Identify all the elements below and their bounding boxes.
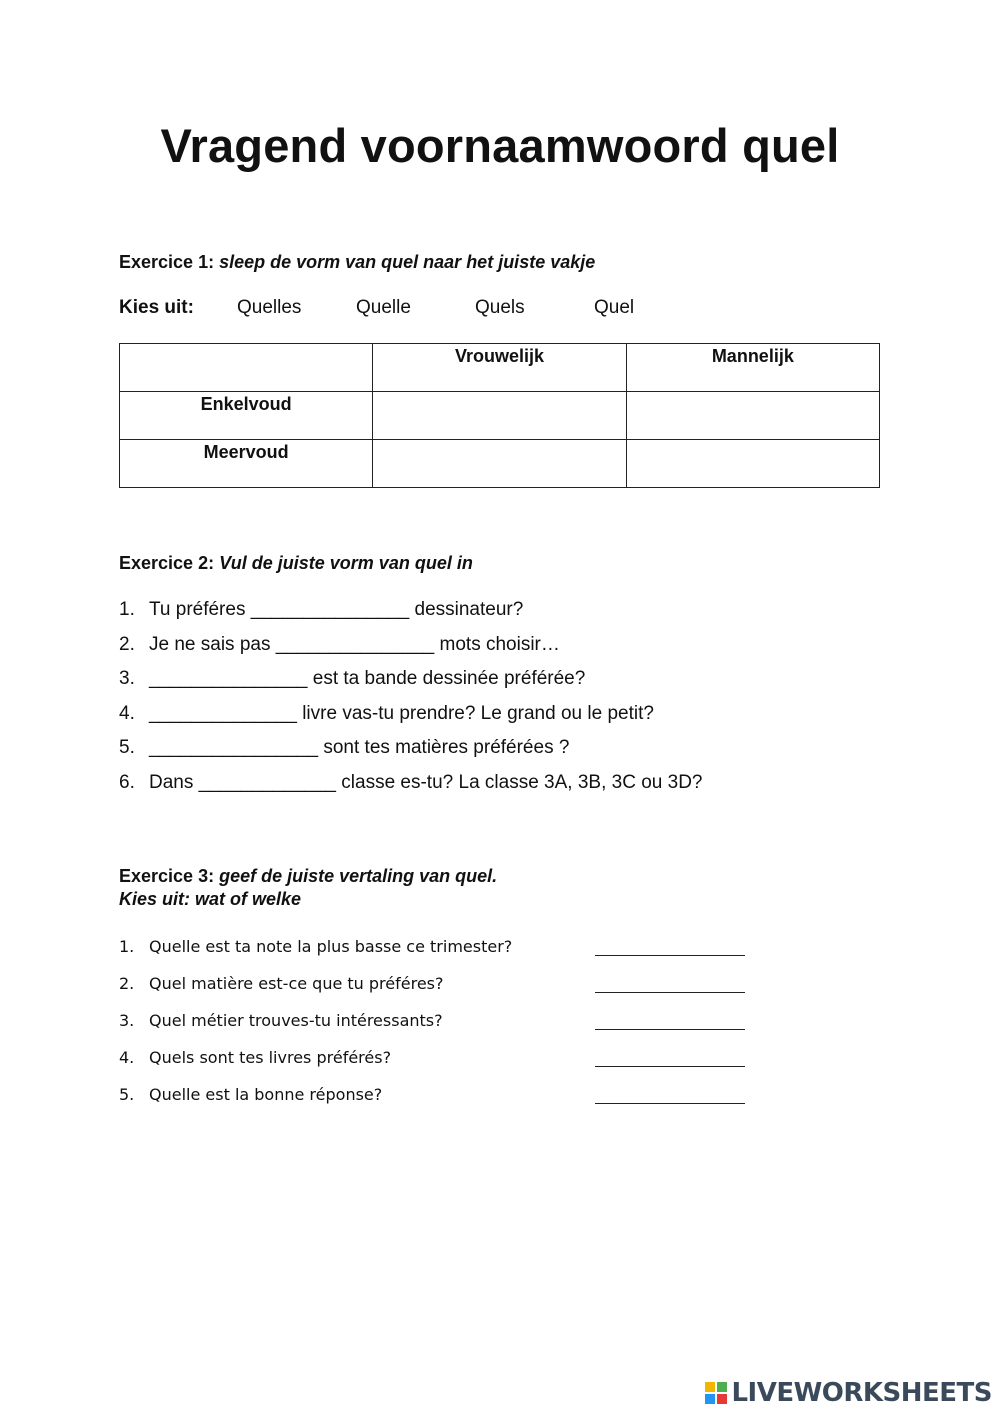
item-text[interactable]: Tu préféres _______________ dessinateur? <box>149 599 524 620</box>
table-row <box>120 440 880 488</box>
logo-square-icon <box>717 1394 727 1404</box>
drop-cell-enkelvoud-mannelijk[interactable] <box>626 392 879 440</box>
item-text[interactable]: ________________ sont tes matières préférées ? <box>149 737 570 759</box>
option-quelle[interactable]: Quelle <box>356 297 411 318</box>
row-label-meervoud: Meervoud <box>120 440 373 488</box>
item-text[interactable]: Dans _____________ classe es-tu? La classe 3A, 3B, 3C ou 3D? <box>149 771 703 793</box>
drop-cell-enkelvoud-vrouwelijk[interactable] <box>373 392 626 440</box>
answer-line[interactable] <box>595 1047 745 1067</box>
item-number: 3. <box>119 1011 135 1030</box>
option-quel[interactable]: Quel <box>594 297 635 318</box>
exercise1-label: Exercice 1: <box>119 252 215 272</box>
answer-line[interactable] <box>595 1084 745 1104</box>
logo-mark-icon <box>705 1382 727 1404</box>
exercise1-instruction: sleep de vorm van quel naar het juiste vakje <box>219 252 596 272</box>
exercise3-choose: Kies uit: wat of welke <box>119 889 302 909</box>
answer-line[interactable] <box>595 1010 745 1030</box>
exercise2-label: Exercice 2: <box>119 553 215 573</box>
table-corner-cell <box>120 344 373 392</box>
item-text: Quelle est la bonne réponse? <box>149 1085 383 1104</box>
item-text[interactable]: _______________ est ta bande dessinée préférée? <box>149 668 586 690</box>
answer-line[interactable] <box>595 973 745 993</box>
item-number: 2. <box>119 974 135 993</box>
header-mannelijk: Mannelijk <box>626 344 879 392</box>
liveworksheets-logo <box>705 1379 992 1407</box>
exercise3-label: Exercice 3: <box>119 866 215 886</box>
item-text: Quels sont tes livres préférés? <box>149 1048 392 1067</box>
item-text: Quel matière est-ce que tu préféres? <box>149 974 444 993</box>
logo-square-icon <box>705 1382 715 1392</box>
exercise1-heading <box>119 251 595 274</box>
logo-text: LIVEWORKSHEETS <box>731 1378 992 1408</box>
item-text: Quelle est ta note la plus basse ce trimester? <box>149 937 513 956</box>
item-number: 3. <box>119 668 135 690</box>
page-title: Vragend voornaamwoord quel <box>160 119 840 172</box>
item-number: 2. <box>119 633 135 655</box>
option-quelles[interactable]: Quelles <box>237 297 302 318</box>
header-vrouwelijk: Vrouwelijk <box>373 344 626 392</box>
item-number: 1. <box>119 599 135 620</box>
row-label-enkelvoud: Enkelvoud <box>120 392 373 440</box>
item-number: 5. <box>119 737 135 759</box>
item-text[interactable]: Je ne sais pas _______________ mots choisir… <box>149 633 560 655</box>
drop-cell-meervoud-vrouwelijk[interactable] <box>373 440 626 488</box>
item-number: 4. <box>119 1048 135 1067</box>
item-number: 5. <box>119 1085 135 1104</box>
exercise2-instruction: Vul de juiste vorm van quel in <box>219 553 473 573</box>
logo-square-icon <box>705 1394 715 1404</box>
choose-label: Kies uit: <box>119 297 194 318</box>
table-header-row <box>120 344 880 392</box>
item-text[interactable]: ______________ livre vas-tu prendre? Le grand ou le petit? <box>149 702 654 724</box>
option-quels[interactable]: Quels <box>475 297 525 318</box>
table-row <box>120 392 880 440</box>
item-number: 4. <box>119 702 135 724</box>
item-number: 1. <box>119 937 135 956</box>
exercise3-instruction: geef de juiste vertaling van quel. <box>219 866 498 886</box>
item-text: Quel métier trouves-tu intéressants? <box>149 1011 443 1030</box>
drop-cell-meervoud-mannelijk[interactable] <box>626 440 879 488</box>
answer-line[interactable] <box>595 936 745 956</box>
gender-number-table <box>119 343 880 488</box>
exercise3-heading <box>119 865 497 911</box>
exercise2-heading <box>119 552 473 575</box>
item-number: 6. <box>119 771 135 793</box>
logo-square-icon <box>717 1382 727 1392</box>
